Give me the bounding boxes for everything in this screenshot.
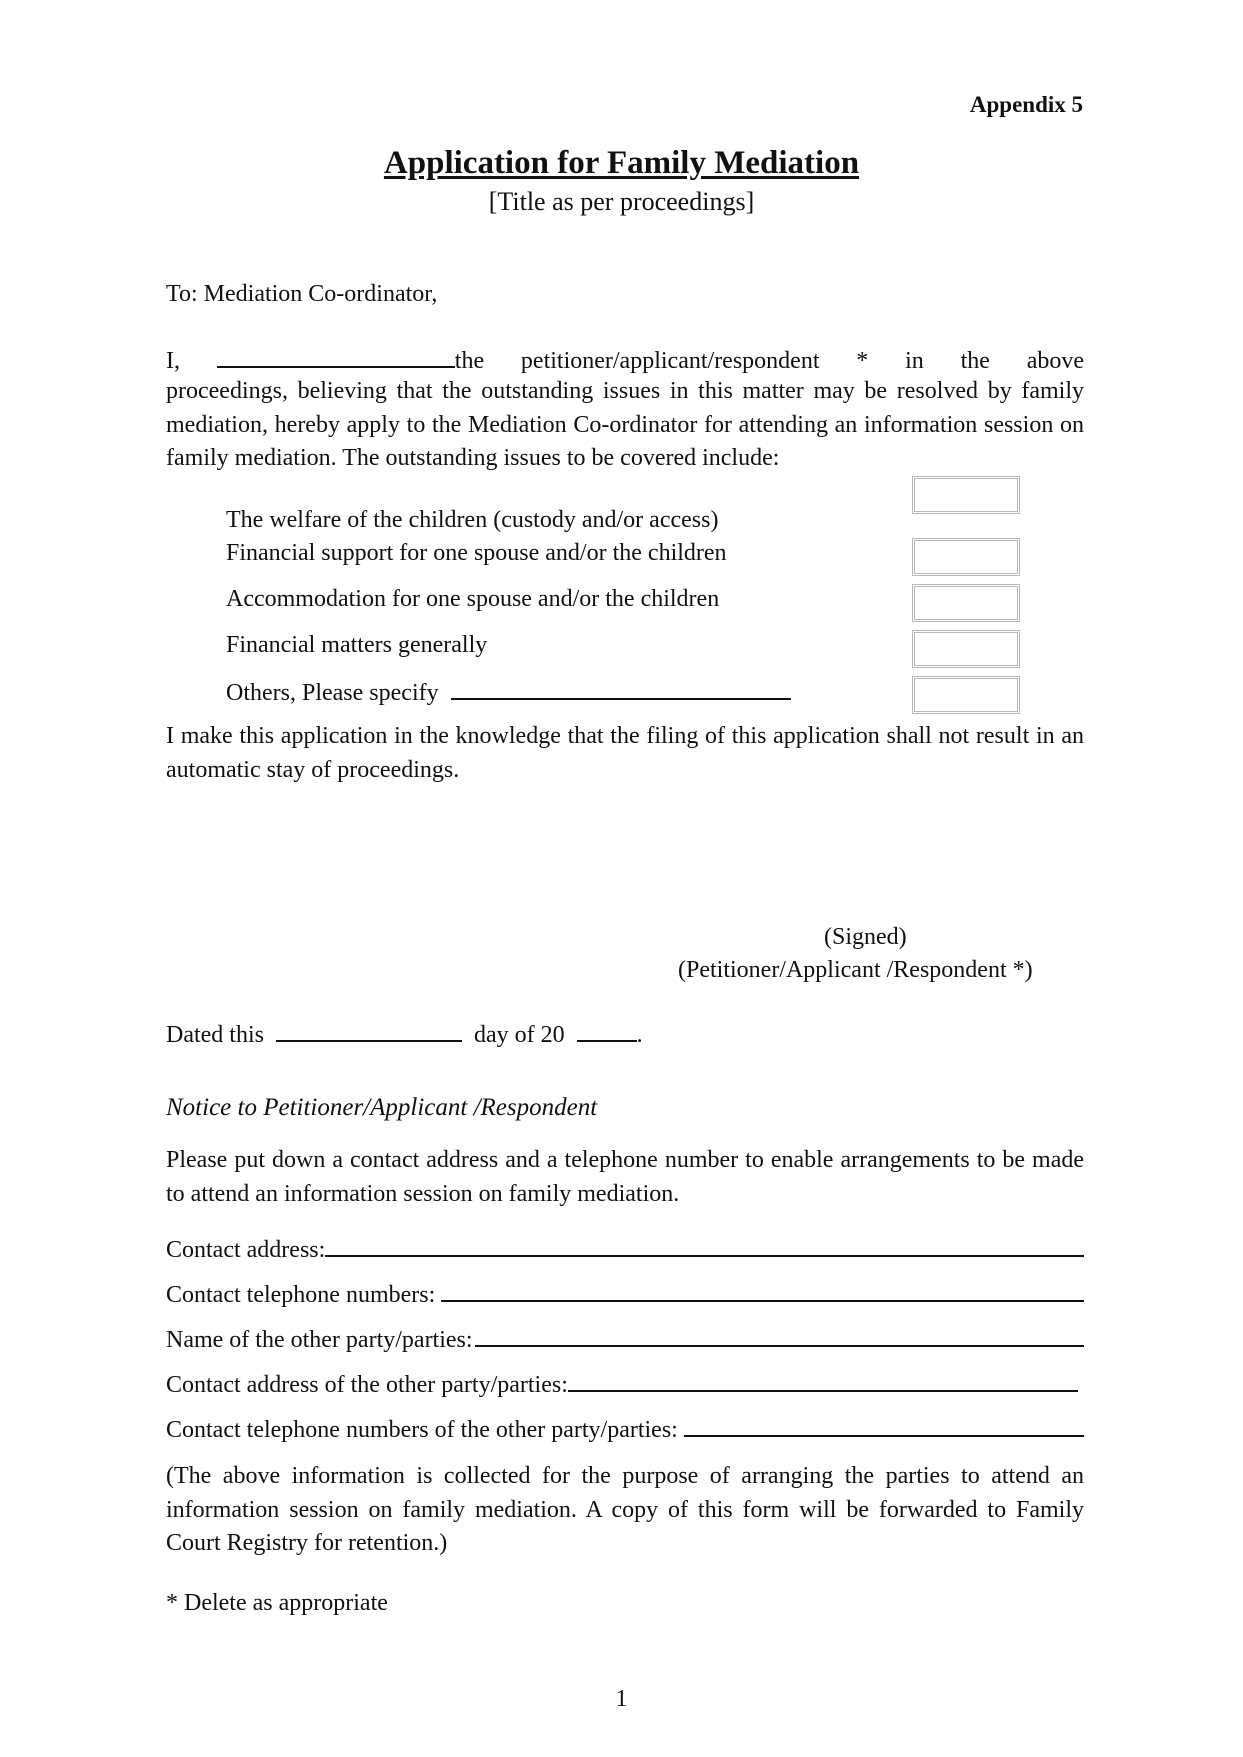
issue-checkbox[interactable] (912, 538, 1020, 576)
signed-label: (Signed) (824, 924, 907, 950)
other-party-name-row (166, 1323, 1084, 1355)
issue-checkbox[interactable] (912, 584, 1020, 622)
appendix-label: Appendix 5 (969, 92, 1083, 117)
contact-phone-label: Contact telephone numbers: (166, 1282, 436, 1308)
others-specify-blank[interactable] (451, 676, 791, 700)
notice-text: Please put down a contact address and a telephone number to enable arrangements to be made to attend an information session on family mediation. (166, 1147, 1084, 1207)
issue-checkbox[interactable] (912, 476, 1020, 514)
contact-address-label: Contact address: (166, 1237, 326, 1263)
contact-address-row (166, 1233, 1084, 1265)
contact-address-field[interactable] (325, 1233, 1084, 1257)
other-party-address-row (166, 1368, 1078, 1400)
issue-item: Accommodation for one spouse and/or the children (226, 586, 720, 612)
intro-word: * (856, 348, 869, 374)
intro-word: the (454, 348, 485, 374)
addressee: To: Mediation Co-ordinator, (166, 281, 438, 307)
dated-end: . (636, 1022, 643, 1048)
document-title: Application for Family Mediation (383, 145, 860, 181)
dated-middle: day of 20 (473, 1022, 565, 1048)
issue-others-label: Others, Please specify (226, 680, 439, 706)
intro-first-line (166, 342, 1084, 379)
other-party-phone-label: Contact telephone numbers of the other party/parties: (166, 1417, 678, 1443)
page-number: 1 (615, 1686, 628, 1712)
day-blank[interactable] (276, 1018, 462, 1042)
issue-item: Financial matters generally (226, 632, 488, 658)
issue-checkbox[interactable] (912, 676, 1020, 714)
other-party-address-field[interactable] (568, 1368, 1078, 1392)
document-subtitle: [Title as per proceedings] (488, 187, 755, 216)
other-party-name-field[interactable] (475, 1323, 1084, 1347)
other-party-phone-field[interactable] (684, 1413, 1084, 1437)
issue-item: Financial support for one spouse and/or the children (226, 540, 727, 566)
applicant-name-blank[interactable] (217, 342, 455, 368)
contact-phone-row (166, 1278, 1084, 1310)
intro-body: proceedings, believing that the outstanding issues in this matter may be resolved by family mediation, hereby apply to the Mediation Co-ordinator for attending an information session on family mediation. The outstanding issues to be covered include: (166, 378, 1084, 471)
dated-line (166, 1018, 643, 1050)
intro-word: in (905, 348, 924, 374)
other-party-name-label: Name of the other party/parties: (166, 1327, 473, 1353)
intro-prefix: I, (166, 348, 180, 374)
intro-word: the (960, 348, 990, 374)
stay-notice: I make this application in the knowledge that the filing of this application shall not result in an automatic stay of proceedings. (166, 723, 1084, 783)
signer-role: (Petitioner/Applicant /Respondent *) (678, 957, 1033, 983)
other-party-address-label: Contact address of the other party/parties: (166, 1372, 568, 1398)
issue-checkbox[interactable] (912, 630, 1020, 668)
intro-word: above (1026, 348, 1084, 374)
notice-heading: Notice to Petitioner/Applicant /Respondent (166, 1094, 598, 1121)
information-note: (The above information is collected for the purpose of arranging the parties to attend an information session on family mediation. A copy of this form will be forwarded to Family Court Registry for retention.) (166, 1463, 1084, 1556)
dated-prefix: Dated this (166, 1022, 264, 1048)
issue-item: The welfare of the children (custody and/or access) (226, 507, 719, 533)
issue-item-others (226, 676, 791, 708)
contact-phone-field[interactable] (441, 1278, 1084, 1302)
year-blank[interactable] (577, 1018, 637, 1042)
other-party-phone-row (166, 1413, 1084, 1445)
footnote: * Delete as appropriate (166, 1590, 388, 1616)
intro-word: petitioner/applicant/respondent (520, 348, 820, 374)
